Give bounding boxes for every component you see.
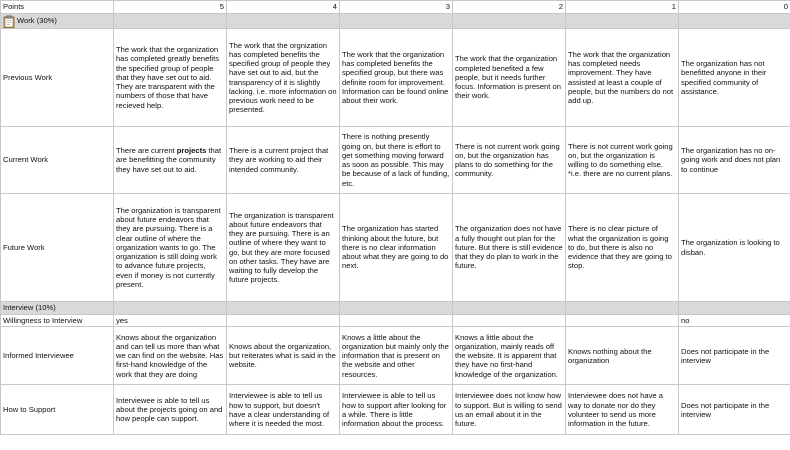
willingness-row bbox=[1, 315, 790, 327]
future-work-score-5[interactable]: The organization is transparent about future endeavors that they are pursuing. There is a clear outline of where the organization wants to go. The organization is still doing work to advance future projects, even if money is not currently present. bbox=[114, 194, 227, 302]
section-work-blank[interactable] bbox=[453, 14, 566, 29]
current-work-row bbox=[1, 127, 790, 194]
section-interview-blank[interactable] bbox=[453, 302, 566, 315]
future-work-score-0[interactable]: The organization is looking to disban. bbox=[679, 194, 790, 302]
score-4-header[interactable]: 4 bbox=[227, 1, 340, 14]
support-label[interactable]: How to Support bbox=[1, 385, 114, 435]
willingness-score-5[interactable]: yes bbox=[114, 315, 227, 327]
points-header[interactable]: Points bbox=[1, 1, 114, 14]
willingness-score-4[interactable] bbox=[227, 315, 340, 327]
score-5-header[interactable]: 5 bbox=[114, 1, 227, 14]
section-work-label: Work (30%) bbox=[17, 16, 57, 25]
previous-work-score-2[interactable]: The work that the organization completed benefited a few people, but it needs further focus. Information is present on their work. bbox=[453, 29, 566, 127]
section-work-blank[interactable] bbox=[114, 14, 227, 29]
score-3-header[interactable]: 3 bbox=[340, 1, 453, 14]
previous-work-score-5[interactable]: The work that the organization has completed greatly benefits the specified group of people that they have set out to aid. They are transparent with the numbers of those that have recieved help. bbox=[114, 29, 227, 127]
informed-score-3[interactable]: Knows a little about the organization but mainly only the information that is present on the website and other resources. bbox=[340, 327, 453, 385]
previous-work-score-3[interactable]: The work that the organization has completed benefits the specified group, but there was definite room for improvement. Information can be found online about their work. bbox=[340, 29, 453, 127]
informed-score-0[interactable]: Does not participate in the interview bbox=[679, 327, 790, 385]
previous-work-score-0[interactable]: The organization has not benefitted anyone in their specified community of assistance. bbox=[679, 29, 790, 127]
score-0-header[interactable]: 0 bbox=[679, 1, 790, 14]
future-work-score-1[interactable]: There is no clear picture of what the organization is going to do, but there is also no evidence that they are going to stop. bbox=[566, 194, 679, 302]
section-interview-blank[interactable] bbox=[227, 302, 340, 315]
willingness-score-3[interactable] bbox=[340, 315, 453, 327]
section-interview-row bbox=[1, 302, 790, 315]
previous-work-label[interactable]: Previous Work bbox=[1, 29, 114, 127]
current-work-score-3[interactable]: There is nothing presently going on, but there is effort to get something moving forward as soon as possible. This may be because of a lack of funding, etc. bbox=[340, 127, 453, 194]
current-work-score-4[interactable]: There is a current project that they are working to aid their intended community. bbox=[227, 127, 340, 194]
section-work-blank[interactable] bbox=[679, 14, 790, 29]
support-row bbox=[1, 385, 790, 435]
section-work-cell[interactable] bbox=[1, 14, 114, 29]
informed-score-1[interactable]: Knows nothing about the organization bbox=[566, 327, 679, 385]
section-work-blank[interactable] bbox=[340, 14, 453, 29]
current-work-label[interactable]: Current Work bbox=[1, 127, 114, 194]
section-work-blank[interactable] bbox=[566, 14, 679, 29]
score-1-header[interactable]: 1 bbox=[566, 1, 679, 14]
previous-work-row bbox=[1, 29, 790, 127]
willingness-score-1[interactable] bbox=[566, 315, 679, 327]
section-interview-blank[interactable] bbox=[114, 302, 227, 315]
clipboard-icon[interactable] bbox=[3, 15, 15, 27]
informed-row bbox=[1, 327, 790, 385]
section-work-row bbox=[1, 14, 790, 29]
support-score-3[interactable]: Interviewee is able to tell us how to support after looking for a while. There is little information about the process. bbox=[340, 385, 453, 435]
support-score-2[interactable]: Interviewee does not know how to support. But is willing to send us an email about it in the future. bbox=[453, 385, 566, 435]
willingness-label[interactable]: Willingness to Interview bbox=[1, 315, 114, 327]
current-work-score-2[interactable]: There is not current work going on, but the organization has plans to do something for the community. bbox=[453, 127, 566, 194]
current-work-score-5[interactable] bbox=[114, 127, 227, 194]
support-score-0[interactable]: Does not participate in the interview bbox=[679, 385, 790, 435]
future-work-score-4[interactable]: The organization is transparent about future endeavors that they are pursuing. There is an outline of where they want to go, but they are more focused on other tasks. They have are waiting to fully develop the future projects. bbox=[227, 194, 340, 302]
section-work-blank[interactable] bbox=[227, 14, 340, 29]
section-interview-blank[interactable] bbox=[340, 302, 453, 315]
informed-score-4[interactable]: Knows about the organization, but reiterates what is said in the website. bbox=[227, 327, 340, 385]
future-work-score-2[interactable]: The organization does not have a fully thought out plan for the future. But there is still evidence that they do plan to work in the future. bbox=[453, 194, 566, 302]
current-work-text-a: There are current bbox=[116, 146, 177, 156]
support-score-1[interactable]: Interviewee does not have a way to donate nor do they volunteer to send us more information in the future. bbox=[566, 385, 679, 435]
section-interview-blank[interactable] bbox=[679, 302, 790, 315]
current-work-score-0[interactable]: The organization has no on-going work and does not plan to continue bbox=[679, 127, 790, 194]
future-work-row bbox=[1, 194, 790, 302]
informed-label[interactable]: Informed Interviewee bbox=[1, 327, 114, 385]
current-work-text-bold: projects bbox=[176, 146, 207, 156]
previous-work-score-4[interactable]: The work that the orgnization has completed benefits the specified group of people they have set out to aid, but the transparency of it is slightly lacking. i.e. more information on previous work need to be presented. bbox=[227, 29, 340, 127]
willingness-score-0[interactable]: no bbox=[679, 315, 790, 327]
informed-score-5[interactable]: Knows about the organization and can tell us more than what we can find on the website. Has first-hand knowledge of the work that they are doing bbox=[114, 327, 227, 385]
informed-score-2[interactable]: Knows a little about the organization, mainly reads off the website. It is apparent that they have no first-hand knowledge of the organization. bbox=[453, 327, 566, 385]
willingness-score-2[interactable] bbox=[453, 315, 566, 327]
support-score-4[interactable]: Interviewee is able to tell us how to support, but doesn't have a clear understanding of where it is needed the most. bbox=[227, 385, 340, 435]
support-score-5[interactable]: Interviewee is able to tell us about the projects going on and how people can support. bbox=[114, 385, 227, 435]
previous-work-score-1[interactable]: The work that the organization has completed needs improvement. They have assisted at least a couple of people, but the numbers do not add up. bbox=[566, 29, 679, 127]
section-interview-blank[interactable] bbox=[566, 302, 679, 315]
section-interview-label[interactable]: Interview (10%) bbox=[1, 302, 114, 315]
score-2-header[interactable]: 2 bbox=[453, 1, 566, 14]
future-work-label[interactable]: Future Work bbox=[1, 194, 114, 302]
current-work-score-1[interactable]: There is not current work going on, but the organization is willing to do something else. *i.e. there are no current plans. bbox=[566, 127, 679, 194]
future-work-score-3[interactable]: The organization has started thinking about the future, but there is no clear information about what they are going to do next. bbox=[340, 194, 453, 302]
header-row bbox=[1, 1, 790, 14]
current-work-text-b: that are benefitting the community they have set out to aid. bbox=[116, 146, 222, 174]
